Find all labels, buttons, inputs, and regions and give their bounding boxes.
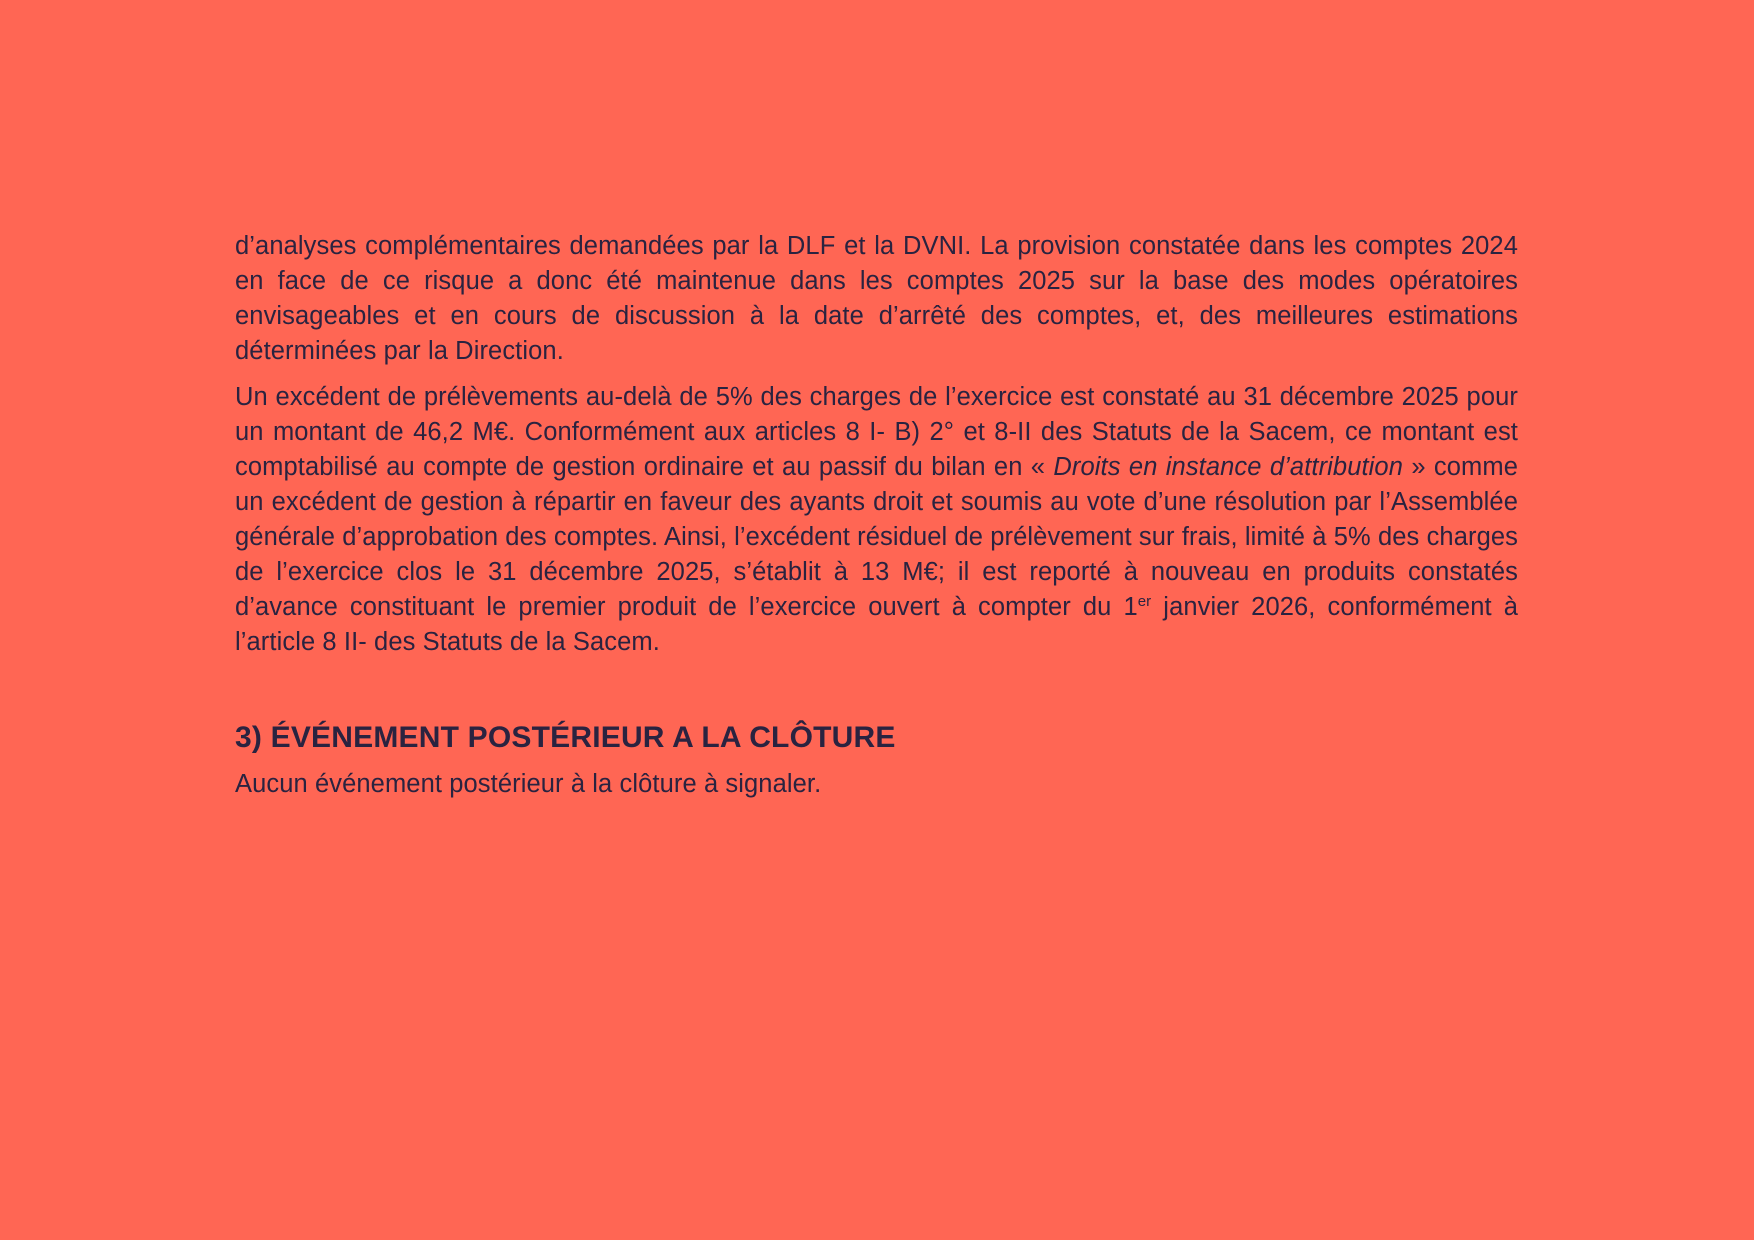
section-heading-evenement-posterieur: 3) ÉVÉNEMENT POSTÉRIEUR A LA CLÔTURE <box>235 721 896 754</box>
paragraph-excedent-text-2: » comme un excédent de gestion à répartir en faveur des ayants droit et soumis au vote d’une résolution par l’Assemblée générale d’approbation des comptes. Ainsi, l’excédent résiduel de prélèvement sur frais, limité à 5% des charges de l’exercice clos le 31 décembre 2025, s’établit à 13 M€; il est reporté à nouveau en produits constatés d’avance constituant le premier produit de l’exercice ouvert à compter du 1 <box>235 453 1519 621</box>
paragraph-excedent-text-1: Un excédent de prélèvements au-delà de 5% des charges de l’exercice est constaté au 31 décembre 2025 pour un montant de 46,2 M€. Conformément aux articles 8 I- B) 2° et 8-II des Statuts de la Sacem, ce montant est comptabilisé au compte de gestion ordinaire et au passif du bilan en « <box>235 383 1518 481</box>
paragraph-aucun-evenement: Aucun événement postérieur à la clôture à signaler. <box>235 770 822 798</box>
document-page <box>235 229 1518 802</box>
ordinal-superscript: er <box>1137 593 1152 610</box>
droits-instance-italic: Droits en instance d’attribution <box>1053 453 1404 481</box>
paragraph-provision: d’analyses complémentaires demandées par la DLF et la DVNI. La provision constatée dans les comptes 2024 en face de ce risque a donc été maintenue dans les comptes 2025 sur la base des modes opératoires envisageables et en cours de discussion à la date d’arrêté des comptes, et, des meilleures estimations déterminées par la Direction. <box>235 232 1518 365</box>
paragraph-excedent-text-3: janvier 2026, conformément à l’article 8 II- des Statuts de la Sacem. <box>235 593 1518 656</box>
paragraph-excedent-prelevements <box>235 380 1518 660</box>
